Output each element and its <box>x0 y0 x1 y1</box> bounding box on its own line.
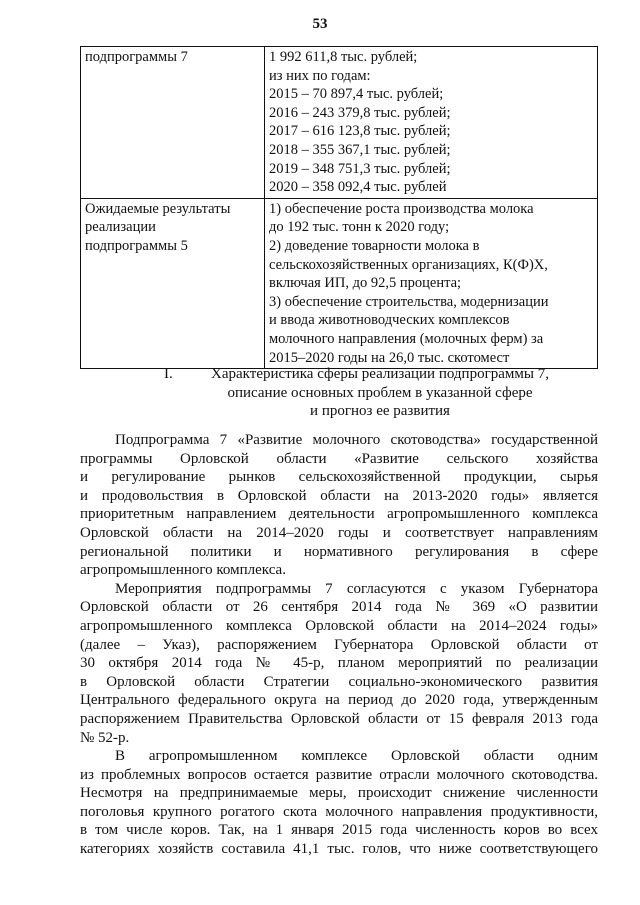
text-line: агропромышленного комплекса. <box>80 562 286 579</box>
result-line: до 192 тыс. тонн к 2020 году; <box>269 219 450 236</box>
result-line: 2015–2020 годы на 26,0 тыс. скотомест <box>269 349 510 366</box>
section-heading <box>150 365 610 421</box>
table-cell-label <box>81 198 265 368</box>
paragraph <box>80 580 598 747</box>
text-line: агропромышленного комплекса Орловской области на 2014–2024 годы» <box>80 617 598 634</box>
paragraph <box>80 747 598 859</box>
text-line: региональной политики и нормативного регулирования в сфере <box>80 543 598 560</box>
result-line: 2) доведение товарности молока в <box>269 237 480 254</box>
text-line: приоритетным направлением деятельности агропромышленного комплекса <box>80 506 598 523</box>
funding-line: из них по годам: <box>269 67 371 84</box>
section-title-line: Характеристика сферы реализации подпрограммы 7, <box>211 366 549 382</box>
table-row <box>81 198 598 368</box>
text-line: (далее – Указ), распоряжением Губернатора Орловской области от <box>80 636 598 653</box>
funding-line: 2018 – 355 367,1 тыс. рублей; <box>269 141 451 158</box>
text-line: Подпрограмма 7 «Развитие молочного скотоводства» государственной <box>115 432 598 448</box>
row2-label-line: подпрограммы 5 <box>85 237 188 254</box>
text-line: из проблемных вопросов остается развитие отрасли молочного скотоводства. <box>80 766 598 783</box>
row1-label: подпрограммы 7 <box>85 49 188 65</box>
text-line: и продовольствия в Орловской области на 2013-2020 годы» является <box>80 487 598 504</box>
funding-line: 2015 – 70 897,4 тыс. рублей; <box>269 86 444 103</box>
funding-line: 2016 – 243 379,8 тыс. рублей; <box>269 104 451 121</box>
result-line: 1) обеспечение роста производства молока <box>269 200 534 217</box>
text-line: в Орловской области Стратегии социально-экономического развития <box>80 673 598 690</box>
text-line: в том числе коров. Так, на 1 января 2015 года численность коров во всех <box>80 822 598 839</box>
paragraph <box>80 431 598 580</box>
result-line: сельскохозяйственных организациях, К(Ф)Х, <box>269 256 548 273</box>
result-line: и ввода животноводческих комплексов <box>269 312 510 329</box>
page-number: 53 <box>312 16 328 32</box>
section-title-line: и прогноз ее развития <box>310 403 450 419</box>
subprogram-passport-table <box>80 46 598 369</box>
body-text <box>80 431 598 859</box>
funding-line: 2017 – 616 123,8 тыс. рублей; <box>269 123 451 140</box>
text-line: распоряжением Правительства Орловской области от 15 февраля 2013 года <box>80 710 598 727</box>
table-cell-value <box>265 47 598 199</box>
text-line: Несмотря на предпринимаемые меры, происходит снижение численности <box>80 785 598 802</box>
section-title-line: описание основных проблем в указанной сфере <box>227 384 533 401</box>
table-row <box>81 47 598 199</box>
funding-line: 2019 – 348 751,3 тыс. рублей; <box>269 160 451 177</box>
text-line: 30 октября 2014 года № 45-р, планом мероприятий по реализации <box>80 655 598 672</box>
text-line: Орловской области от 26 сентября 2014 года № 369 «О развитии <box>80 599 598 616</box>
result-line: включая ИП, до 92,5 процента; <box>269 275 462 292</box>
text-line: Орловской области на 2014–2020 годы и соответствует направлениям <box>80 524 598 541</box>
text-line: и регулирование рынков сельскохозяйственной продукции, сырья <box>80 469 598 486</box>
funding-line: 2020 – 358 092,4 тыс. рублей <box>269 179 447 196</box>
text-line: программы Орловской области «Развитие сельского хозяйства <box>80 450 598 467</box>
text-line: Центрального федерального округа на период до 2020 года, утвержденным <box>80 692 598 709</box>
result-line: молочного направления (молочных ферм) за <box>269 330 544 347</box>
text-line: категориях хозяйств составила 41,1 тыс. голов, что ниже соответствующего <box>80 841 598 858</box>
text-line: В агропромышленном комплексе Орловской области одним <box>115 748 598 765</box>
table-cell-value <box>265 198 598 368</box>
text-line: поголовья крупного рогатого скота молочного направления продуктивности, <box>80 803 598 820</box>
result-line: 3) обеспечение строительства, модернизации <box>269 293 549 310</box>
table-cell-label <box>81 47 265 199</box>
text-line: № 52-р. <box>80 729 130 746</box>
row2-label-line: Ожидаемые результаты <box>85 200 231 217</box>
row2-label-line: реализации <box>85 219 156 236</box>
text-line: Мероприятия подпрограммы 7 согласуются с указом Губернатора <box>115 580 598 597</box>
section-numeral: I. <box>164 366 173 382</box>
funding-line: 1 992 611,8 тыс. рублей; <box>269 49 418 65</box>
